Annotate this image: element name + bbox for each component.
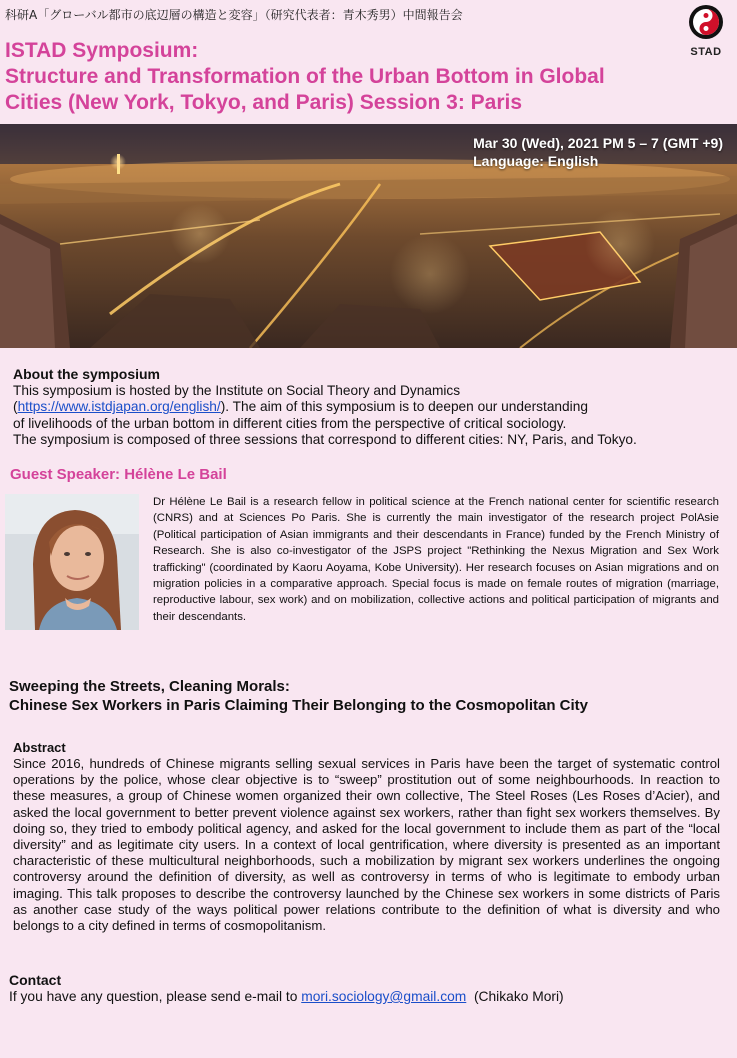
contact-prefix: If you have any question, please send e-mail to — [9, 989, 302, 1004]
speaker-portrait — [5, 494, 139, 630]
talk-title-line-1: Sweeping the Streets, Cleaning Morals: — [9, 678, 290, 695]
event-language: Language: English — [473, 153, 599, 169]
abstract-heading: Abstract — [13, 740, 66, 755]
about-line-4: The symposium is composed of three sessions that correspond to different cities: NY, Paris, and Tokyo. — [13, 432, 637, 448]
talk-title-line-2: Chinese Sex Workers in Paris Claiming Their Belonging to the Cosmopolitan City — [9, 697, 588, 714]
about-text — [13, 383, 733, 449]
event-info — [473, 134, 723, 170]
about-line-1: This symposium is hosted by the Institute on Social Theory and Dynamics — [13, 383, 461, 398]
contact-text — [9, 989, 564, 1004]
abstract-text: Since 2016, hundreds of Chinese migrants selling sexual services in Paris have been the target of systematic control operations by the police, whose clear objective is to “sweep” prostitution out of some neighbourhoods. In reaction to these measures, a group of Chinese women organized their own collective, The Steel Roses (Les Roses d’Acier), and asked the local government to better prevent violence against sex workers, rather than fight sex workers themselves. By doing so, they tried to embody political agency, and asked for the local government to include them as part of the “local diversity” and as legitimate city users. In a context of local gentrification, where diversity is presented as an important characteristic of these multicultural neighborhoods, such a mobilization by migrant sex workers underlines the ongoing controversy around the definition of diversity, as well as controversy in terms of who is legitimate to embody urban imaging. This talk proposes to describe the controversy launched by the Chinese sex workers in some districts of Paris as another case study of the ways political power relations contribute to the definition of what is diversity and who belongs to a city defined in terms of cosmopolitanism. — [13, 756, 720, 934]
istd-website-link[interactable]: https://www.istdjapan.org/english/ — [17, 399, 221, 415]
about-line-2 — [13, 399, 733, 415]
about-line-3: of livelihoods of the urban bottom in different cities from the perspective of critical sociology. — [13, 415, 567, 431]
speaker-photo — [5, 494, 139, 630]
title-line-2: Structure and Transformation of the Urban Bottom in Global — [5, 65, 605, 88]
contact-email-link[interactable]: mori.sociology@gmail.com — [301, 989, 467, 1004]
project-line: 科研A「グローバル都市の底辺層の構造と変容」（研究代表者：青木秀男）中間報告会 — [5, 8, 463, 22]
logo-label: STAD — [690, 46, 722, 58]
page-title — [5, 38, 705, 116]
guest-speaker-heading: Guest Speaker: Hélène Le Bail — [10, 466, 227, 483]
title-line-3: Cities (New York, Tokyo, and Paris) Session 3: Paris — [5, 91, 523, 114]
speaker-bio: Dr Hélène Le Bail is a research fellow in political science at the French national center for scientific research (CNRS) and at Sciences Po Paris. She is currently the main investigator of the research project PolAsie (Political participation of Asian immigrants and their descendants in France) funded by the French Ministry of Research. She is also co-investigator of the JSPS project "Rethinking the Nexus Migration and Sex Work trafficking" (coordinated by Kaoru Aoyama, Kobe University). Her research focuses on Asian migrations and on migration policies in a comparative approach. Special focus is made on female routes of migration (marriage, reproductive labour, sex work) and on mobilization, collective actions and political participation of migrants and their descendants. — [153, 496, 719, 623]
title-line-1: ISTAD Symposium: — [5, 39, 199, 62]
contact-suffix: (Chikako Mori) — [466, 989, 564, 1004]
paris-night-photo — [0, 124, 737, 348]
event-datetime: Mar 30 (Wed), 2021 PM 5 – 7 (GMT +9) — [473, 135, 723, 151]
about-line-2-rest: ). The aim of this symposium is to deepen our understanding — [220, 399, 588, 415]
about-paren: ( — [13, 399, 18, 415]
talk-title — [9, 677, 729, 715]
about-heading: About the symposium — [13, 366, 161, 382]
contact-heading: Contact — [9, 972, 62, 988]
